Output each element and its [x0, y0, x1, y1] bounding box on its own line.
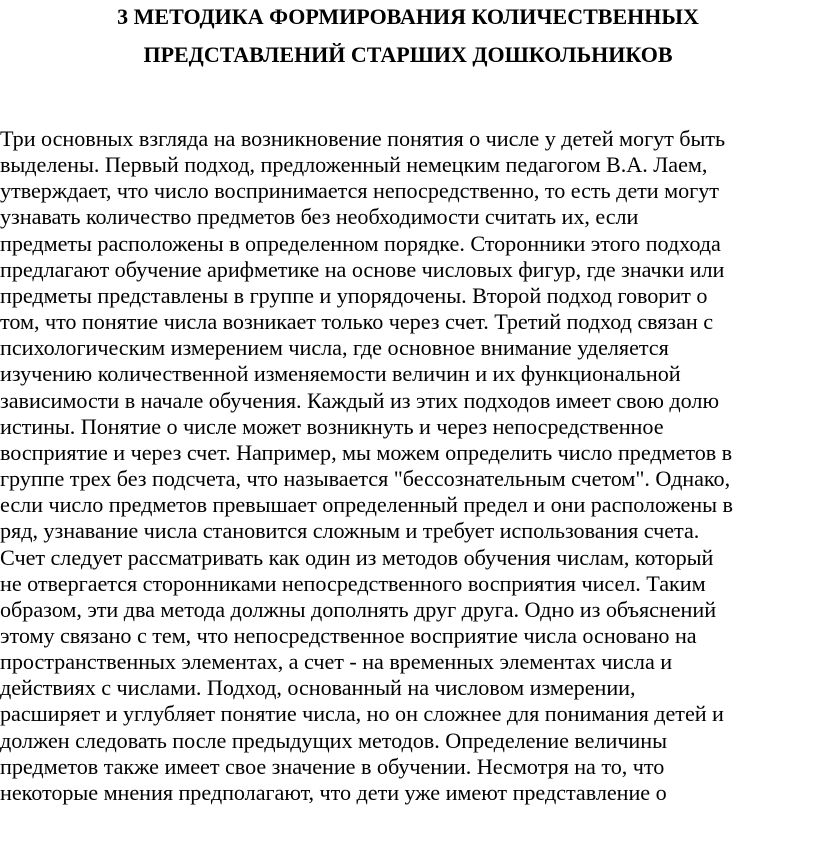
body-line: узнавать количество предметов без необходимости считать их, если: [0, 204, 639, 230]
body-line: этому связано с тем, что непосредственное восприятие числа основано на: [0, 622, 697, 648]
body-line: Счет следует рассматривать как один из методов обучения числам, который: [0, 544, 714, 570]
document-title-line-2: ПРЕДСТАВЛЕНИЙ СТАРШИХ ДОШКОЛЬНИКОВ: [143, 42, 673, 67]
body-line: расширяет и углубляет понятие числа, но он сложнее для понимания детей и: [0, 701, 724, 727]
body-line: пространственных элементах, а счет - на временных элементах числа и: [0, 649, 673, 675]
body-line: предметы расположены в определенном порядке. Сторонники этого подхода: [0, 230, 721, 256]
body-line: утверждает, что число воспринимается непосредственно, то есть дети могут: [0, 178, 719, 204]
body-line: выделены. Первый подход, предложенный немецким педагогом В.А. Лаем,: [0, 152, 708, 178]
body-line: восприятие и через счет. Например, мы можем определить число предметов в: [0, 439, 733, 465]
body-line: том, что понятие числа возникает только через счет. Третий подход связан с: [0, 309, 714, 335]
body-line: группе трех без подсчета, что называется "бессознательным счетом". Однако,: [0, 466, 731, 492]
body-line: истины. Понятие о числе может возникнуть и через непосредственное: [0, 413, 664, 439]
body-line: психологическим измерением числа, где основное внимание уделяется: [0, 335, 669, 361]
body-line: Три основных взгляда на возникновение понятия о числе у детей могут быть: [0, 126, 726, 151]
body-line: не отвергается сторонниками непосредственного восприятия чисел. Таким: [0, 570, 706, 596]
body-paragraph: [0, 126, 816, 806]
document-title-line-1: 3 МЕТОДИКА ФОРМИРОВАНИЯ КОЛИЧЕСТВЕННЫХ: [117, 4, 699, 29]
body-line: предлагают обучение арифметике на основе числовых фигур, где значки или: [0, 256, 725, 282]
body-line: должен следовать после предыдущих методов. Определение величины: [0, 727, 667, 753]
body-line: некоторые мнения предполагают, что дети уже имеют представление о: [0, 779, 667, 805]
body-line: ряд, узнавание числа становится сложным и требует использования счета.: [0, 518, 700, 544]
body-line: изучению количественной изменяемости величин и их функциональной: [0, 361, 681, 387]
body-line: зависимости в начале обучения. Каждый из этих подходов имеет свою долю: [0, 387, 719, 413]
body-line: предметов также имеет свое значение в обучении. Несмотря на то, что: [0, 753, 665, 779]
body-line: предметы представлены в группе и упорядочены. Второй подход говорит о: [0, 282, 708, 308]
body-line: действиях с числами. Подход, основанный на числовом измерении,: [0, 675, 636, 701]
body-line: если число предметов превышает определенный предел и они расположены в: [0, 492, 733, 518]
body-line: образом, эти два метода должны дополнять друг друга. Одно из объяснений: [0, 596, 717, 622]
